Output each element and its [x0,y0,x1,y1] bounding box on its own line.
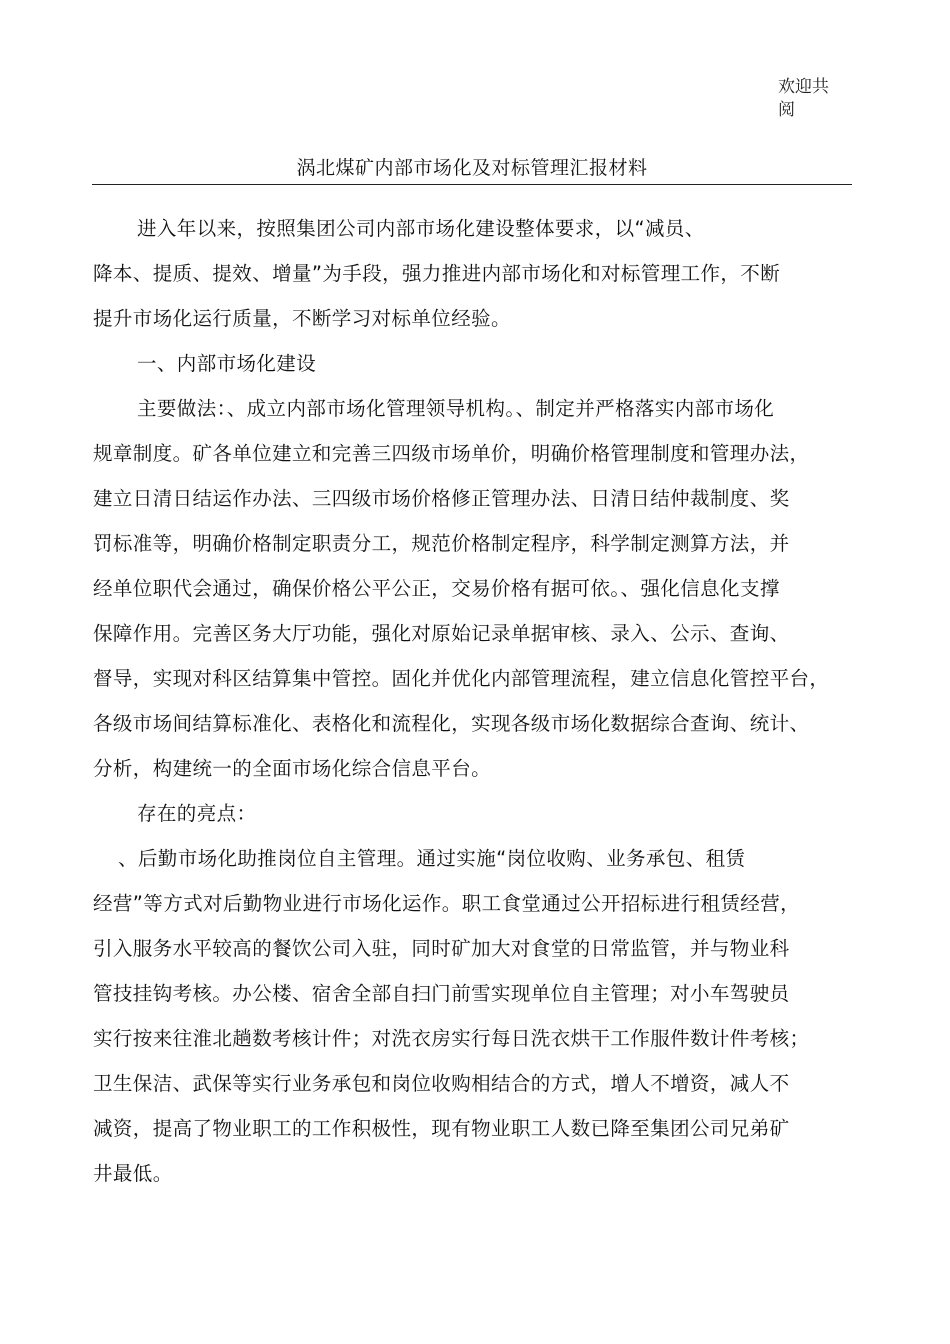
watermark [778,76,840,122]
paragraph-line: 管技挂钩考核。办公楼、宿舍全部自扫门前雪实现单位自主管理；对小车驾驶员 [93,982,790,1005]
watermark-line-1: 欢迎共 [778,77,829,97]
paragraph-line: 建立日清日结运作办法、三四级市场价格修正管理办法、日清日结仲裁制度、奖 [93,487,790,510]
paragraph-line: 分析，构建统一的全面市场化综合信息平台。 [93,757,492,780]
section-heading: 一、内部市场化建设 [137,352,317,375]
paragraph-line: 减资，提高了物业职工的工作积极性，现有物业职工人数已降至集团公司兄弟矿 [93,1117,790,1140]
paragraph-line: 保障作用。完善区务大厅功能，强化对原始记录单据审核、录入、公示、查询、 [93,622,790,645]
paragraph-line: 督导，实现对科区结算集中管控。固化并优化内部管理流程，建立信息化管控平台， [93,667,830,690]
paragraph-line: 主要做法：、成立内部市场化管理领导机构。、制定并严格落实内部市场化 [137,397,775,420]
document-title: 涡北煤矿内部市场化及对标管理汇报材料 [296,157,648,179]
paragraph-line: 规章制度。矿各单位建立和完善三四级市场单价，明确价格管理制度和管理办法， [93,442,810,465]
paragraph-line: 各级市场间结算标准化、表格化和流程化，实现各级市场化数据综合查询、统计、 [93,712,810,735]
paragraph-line: 卫生保洁、武保等实行业务承包和岗位收购相结合的方式，增人不增资，减人不 [93,1072,790,1095]
paragraph-line: 经营”等方式对后勤物业进行市场化运作。职工食堂通过公开招标进行租赁经营， [93,892,801,915]
paragraph-line: 进入年以来，按照集团公司内部市场化建设整体要求，以“减员、 [137,217,705,240]
subsection-heading: 存在的亮点： [137,802,257,825]
watermark-line-2: 阅 [778,100,795,120]
paragraph-line: 引入服务水平较高的餐饮公司入驻，同时矿加大对食堂的日常监管，并与物业科 [93,937,790,960]
paragraph-line: 罚标准等，明确价格制定职责分工，规范价格制定程序，科学制定测算方法，并 [93,532,790,555]
paragraph-line: 实行按来往淮北趟数考核计件；对洗衣房实行每日洗衣烘干工作服件数计件考核； [93,1027,810,1050]
paragraph-line: 经单位职代会通过，确保价格公平公正，交易价格有据可依。、强化信息化支撑 [93,577,780,600]
paragraph-line: 、后勤市场化助推岗位自主管理。通过实施“岗位收购、业务承包、租赁 [118,847,746,870]
paragraph-line: 降本、提质、提效、增量”为手段，强力推进内部市场化和对标管理工作，不断 [93,262,781,285]
paragraph-line: 提升市场化运行质量，不断学习对标单位经验。 [93,307,511,330]
title-underline [92,184,852,185]
paragraph-line: 井最低。 [93,1162,173,1185]
